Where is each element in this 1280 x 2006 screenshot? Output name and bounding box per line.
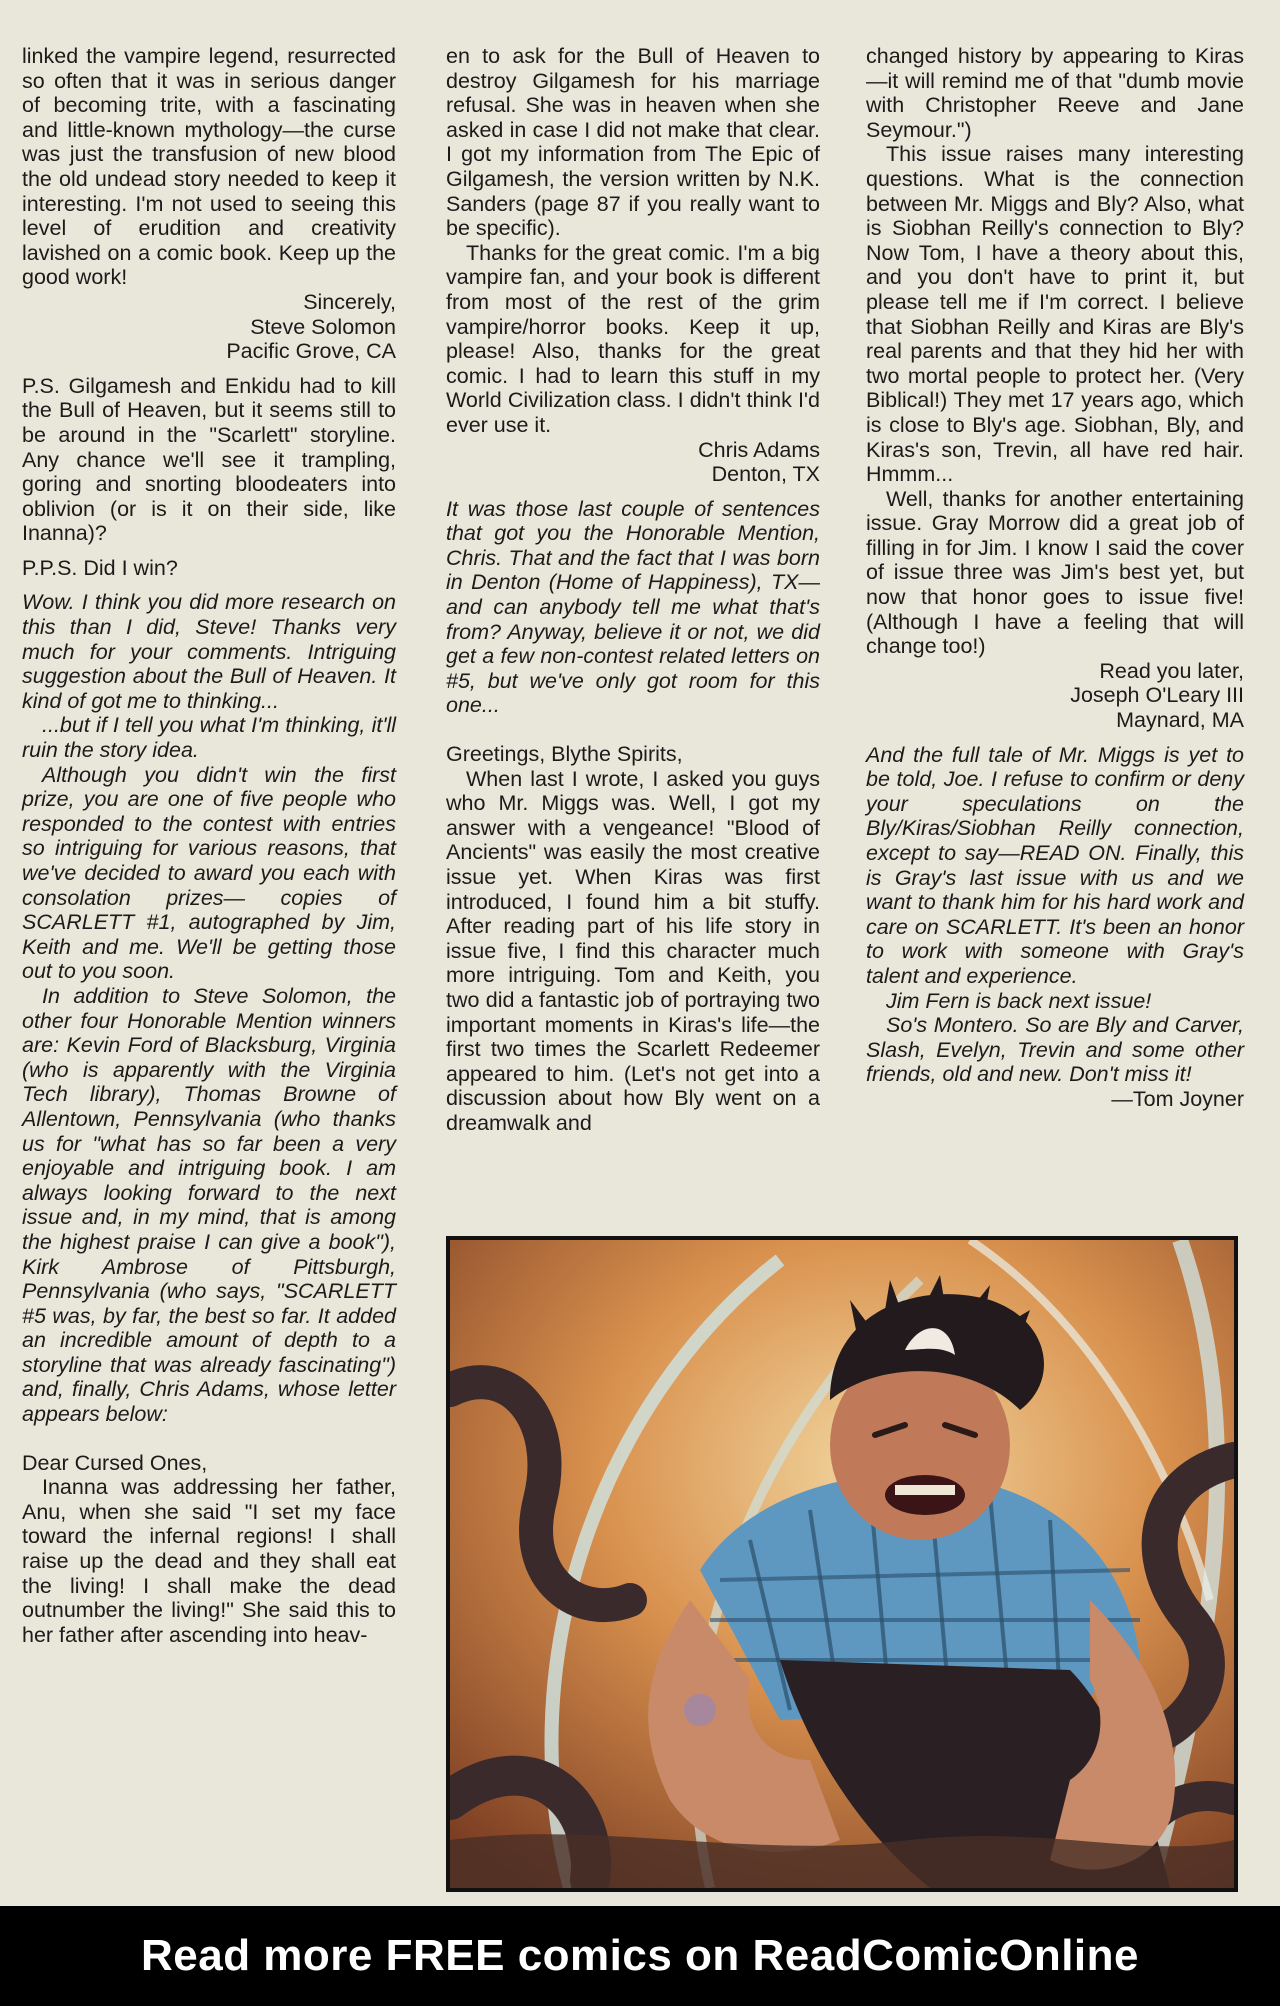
letter-paragraph: changed history by appearing to Kiras—it will remind me of that "dumb movie with Christopher Reeve and Jane Seymour.") — [866, 44, 1244, 142]
signature-line: Pacific Grove, CA — [226, 339, 396, 364]
letters-column-2 — [446, 44, 820, 1136]
letter-paragraph: When last I wrote, I asked you guys who Mr. Miggs was. Well, I got my answer with a vengeance! "Blood of Ancients" was easily the most creative issue yet. When Kiras was first introduced, I found him a bit stuffy. After reading part of his life story in issue five, I find this character much more intriguing. Tom and Keith, you two did a fantastic job of portraying two important moments in Kiras's life—the first two times the Scarlett Redeemer appeared to him. (Let's not get into a discussion about how Bly went on a dreamwalk and — [446, 766, 820, 1135]
signature-line: Joseph O'Leary III — [1070, 683, 1244, 708]
signature-line: Sincerely, — [303, 289, 396, 314]
editor-reply-paragraph: In addition to Steve Solomon, the other four Honorable Mention winners are: Kevin Ford of Blacksburg, Virginia (who is apparently with the Virginia Tech library), Thomas Browne of Allentown, Pennsylvania (who thanks us for "what has so far been a very enjoyable and intriguing book. I am always looking forward to the next issue and, in my mind, that is among the highest praise I can give a book"), Kirk Ambrose of Pittsburgh, Pennsylvania (who says, "SCARLETT #5 was, by far, the best so far. It added an incredible amount of depth to a storyline that was already fascinating") and, finally, Chris Adams, whose letter appears below: — [22, 983, 396, 1427]
signature-line: Read you later, — [1099, 658, 1244, 683]
editor-reply-paragraph: So's Montero. So are Bly and Carver, Slash, Evelyn, Trevin and some other friends, old and new. Don't miss it! — [866, 1013, 1244, 1087]
signature-line: —Tom Joyner — [1111, 1086, 1244, 1111]
paragraph-gap — [22, 546, 396, 556]
paragraph-gap — [446, 718, 820, 742]
paragraph-gap — [446, 487, 820, 497]
editor-reply-paragraph: Jim Fern is back next issue! — [886, 988, 1152, 1013]
letter-paragraph: Inanna was addressing her father, Anu, when she said "I set my face toward the infernal regions! I shall raise up the dead and they shall eat the living! I shall make the dead outnumber the living!" She said this to her father after ascending into heav- — [22, 1475, 396, 1647]
editor-reply-paragraph: It was those last couple of sentences that got you the Honorable Mention, Chris. That and the fact that I was born in Denton (Home of Happiness), TX—and can anybody tell me what that's from? Anyway, believe it or not, we did get a few non-contest related letters on #5, but we've only got room for this one... — [446, 496, 820, 718]
letters-column-3 — [866, 44, 1244, 1112]
editor-reply-paragraph: And the full tale of Mr. Miggs is yet to be told, Joe. I refuse to confirm or deny your speculations on the Bly/Kiras/Siobhan Reilly connection, except to say—READ ON. Finally, this is Gray's last issue with us and we want to thank him for his hard work and care on SCARLETT. It's been an honor to work with someone with Gray's talent and experience. — [866, 742, 1244, 988]
letter-paragraph: Thanks for the great comic. I'm a big vampire fan, and your book is different from most of the rest of the grim vampire/horror books. Keep it up, please! Also, thanks for the great comic. I had to learn this stuff in my World Civilization class. I didn't think I'd ever use it. — [446, 240, 820, 437]
editor-reply-paragraph: Wow. I think you did more research on this than I did, Steve! Thanks very much for your comments. Intriguing suggestion about the Bull of Heaven. It kind of got me to thinking... — [22, 590, 396, 713]
editor-reply-paragraph: Although you didn't win the first prize, you are one of five people who responded to the contest with entries so intriguing for various reasons, that we've decided to award you each with consolation prizes— copies of SCARLETT #1, autographed by Jim, Keith and me. We'll be getting those out to you soon. — [22, 762, 396, 984]
letter-paragraph: Dear Cursed Ones, — [22, 1450, 208, 1475]
editor-reply-paragraph: ...but if I tell you what I'm thinking, it'll ruin the story idea. — [22, 713, 396, 763]
letters-column-1 — [22, 44, 396, 1647]
signature-line: Steve Solomon — [250, 314, 396, 339]
letter-paragraph: This issue raises many interesting questions. What is the connection between Mr. Miggs and Bly? Also, what is Siobhan Reilly's connection to Bly? Now Tom, I have a theory about this, and you don't have to print it, but please tell me if I'm correct. I believe that Siobhan Reilly and Kiras are Bly's real parents and that they hid her with two mortal people to protect her. (Very Biblical!) They met 17 years ago, which is close to Bly's age. Siobhan, Bly, and Kiras's son, Trevin, all have red hair. Hmmm... — [866, 142, 1244, 487]
letter-paragraph: linked the vampire legend, resurrected so often that it was in serious danger of becoming trite, with a fascinating and little-known mythology—the curse was just the transfusion of new blood the old undead story needed to keep it interesting. I'm not used to seeing this level of erudition and creativity lavished on a comic book. Keep up the good work! — [22, 44, 396, 290]
letter-paragraph: en to ask for the Bull of Heaven to destroy Gilgamesh for his marriage refusal. She was in heaven when she asked in case I did not make that clear. I got my information from The Epic of Gilgamesh, the version written by N.K. Sanders (page 87 if you really want to be specific). — [446, 44, 820, 241]
signature-line: Denton, TX — [711, 462, 820, 487]
letter-paragraph: P.P.S. Did I win? — [22, 555, 178, 580]
signature-line: Chris Adams — [698, 437, 820, 462]
paragraph-gap — [22, 580, 396, 590]
paragraph-gap — [866, 733, 1244, 743]
paragraph-gap — [22, 1427, 396, 1451]
paragraph-gap — [22, 364, 396, 374]
signature-line: Maynard, MA — [1116, 708, 1244, 733]
comic-panel-illustration — [446, 1236, 1238, 1892]
footer-link-text[interactable]: Read more FREE comics on ReadComicOnline — [140, 1931, 1139, 1980]
letter-paragraph: P.S. Gilgamesh and Enkidu had to kill the Bull of Heaven, but it seems still to be around in the "Scarlett" storyline. Any chance we'll see it trampling, goring and snorting bloodeaters into oblivion (or is it on their side, like Inanna)? — [22, 373, 396, 546]
letter-paragraph: Well, thanks for another entertaining issue. Gray Morrow did a great job of filling in for Jim. I know I said the cover of issue three was Jim's best yet, but now that honor goes to issue five! (Although I have a feeling that will change too!) — [866, 486, 1244, 659]
illustration-art — [450, 1240, 1234, 1888]
footer-banner[interactable] — [0, 1906, 1280, 2006]
letter-paragraph: Greetings, Blythe Spirits, — [446, 742, 683, 767]
